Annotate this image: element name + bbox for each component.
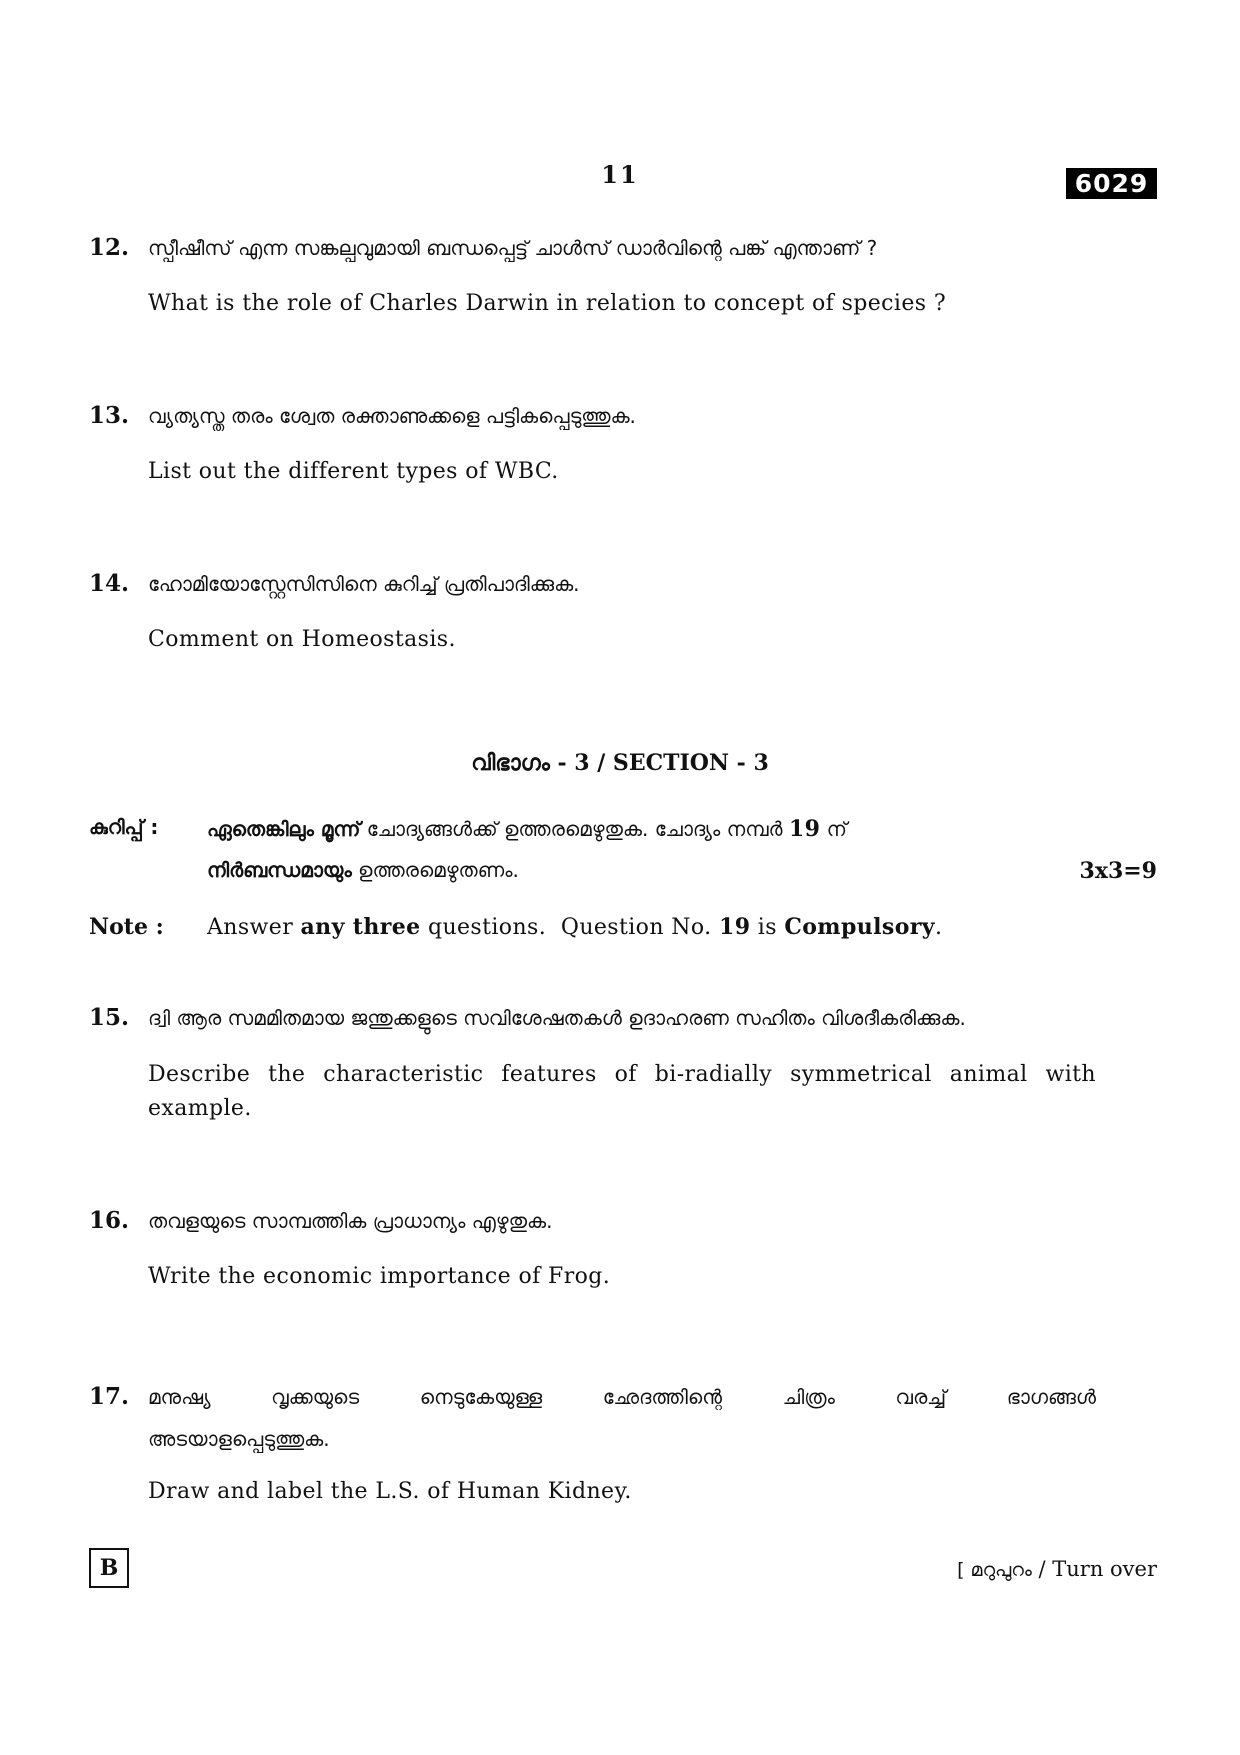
note-label-english: Note : (89, 914, 164, 940)
turn-over-english: / Turn over (1031, 1557, 1157, 1581)
note-en-text3: is (750, 915, 785, 940)
note-en-text1: Answer (207, 915, 301, 940)
series-code-box: B (89, 1548, 129, 1588)
page-number: 11 (601, 160, 639, 189)
note-ml-text3: ഉത്തരമെഴുതണം. (351, 858, 519, 882)
question-number-15: 15. (89, 1004, 130, 1031)
question-16-english: Write the economic importance of Frog. (148, 1264, 611, 1289)
question-17-malayalam-line1: മനുഷ്യ വൃക്കയുടെ നെടുകേയുള്ള ഛേദത്തിന്റെ ചിത്രം വരച്ച് ഭാഗങ്ങൾ (148, 1385, 1096, 1409)
question-14-malayalam: ഹോമിയോസ്റ്റേസിസിനെ കുറിച്ച് പ്രതിപാദിക്കുക. (148, 572, 580, 596)
question-number-17: 17. (89, 1383, 130, 1410)
question-13-english: List out the different types of WBC. (148, 459, 559, 484)
note-malayalam-line2 (207, 858, 1097, 882)
turn-over-malayalam: [ മറുപുറം (957, 1559, 1032, 1581)
note-en-text2: questions. Question No. (420, 915, 719, 940)
question-14-english: Comment on Homeostasis. (148, 627, 456, 652)
turn-over-note (957, 1557, 1157, 1581)
question-15-english-line2: example. (148, 1096, 252, 1121)
question-12-english: What is the role of Charles Darwin in relation to concept of species ? (148, 291, 947, 316)
note-ml-text2: ന് (820, 817, 848, 841)
question-12-malayalam: സ്പീഷീസ് എന്ന സങ്കല്പവുമായി ബന്ധപ്പെട്ട് ചാൾസ് ഡാർവിന്റെ പങ്ക് എന്താണ് ? (148, 236, 878, 260)
note-en-text4: . (934, 915, 943, 940)
note-ml-number: 19 (788, 816, 821, 842)
question-number-13: 13. (89, 402, 130, 429)
note-en-number: 19 (718, 914, 751, 940)
question-number-14: 14. (89, 570, 130, 597)
question-number-12: 12. (89, 234, 130, 261)
note-ml-bold2: നിർബന്ധമായും (207, 858, 352, 882)
section-heading: വിഭാഗം - 3 / SECTION - 3 (471, 750, 769, 776)
note-en-bold2: Compulsory (784, 914, 935, 940)
note-label-malayalam: കുറിപ്പ് : (89, 815, 159, 839)
question-17-english: Draw and label the L.S. of Human Kidney. (148, 1479, 632, 1504)
question-number-16: 16. (89, 1207, 130, 1234)
paper-code-badge: 6029 (1066, 168, 1157, 199)
section-marks: 3x3=9 (1079, 858, 1157, 884)
question-13-malayalam: വ്യത്യസ്ത തരം ശ്വേത രക്താണുക്കളെ പട്ടികപ്പെടുത്തുക. (148, 404, 636, 428)
question-15-english-line1: Describe the characteristic features of bi-radially symmetrical animal with (148, 1062, 1096, 1087)
question-17-malayalam-line2: അടയാളപ്പെടുത്തുക. (148, 1427, 330, 1451)
note-malayalam-line1 (207, 816, 1097, 842)
note-english (207, 914, 942, 940)
question-15-malayalam: ദ്വി ആര സമമിതമായ ജന്തുക്കളുടെ സവിശേഷതകൾ ഉദാഹരണ സഹിതം വിശദീകരിക്കുക. (148, 1006, 966, 1030)
note-ml-text1: ചോദ്യങ്ങൾക്ക് ഉത്തരമെഴുതുക. ചോദ്യം നമ്പർ (360, 817, 789, 841)
note-ml-bold1: ഏതെങ്കിലും മൂന്ന് (207, 817, 361, 841)
question-16-malayalam: തവളയുടെ സാമ്പത്തിക പ്രാധാന്യം എഴുതുക. (148, 1209, 553, 1233)
note-en-bold1: any three (300, 914, 421, 940)
